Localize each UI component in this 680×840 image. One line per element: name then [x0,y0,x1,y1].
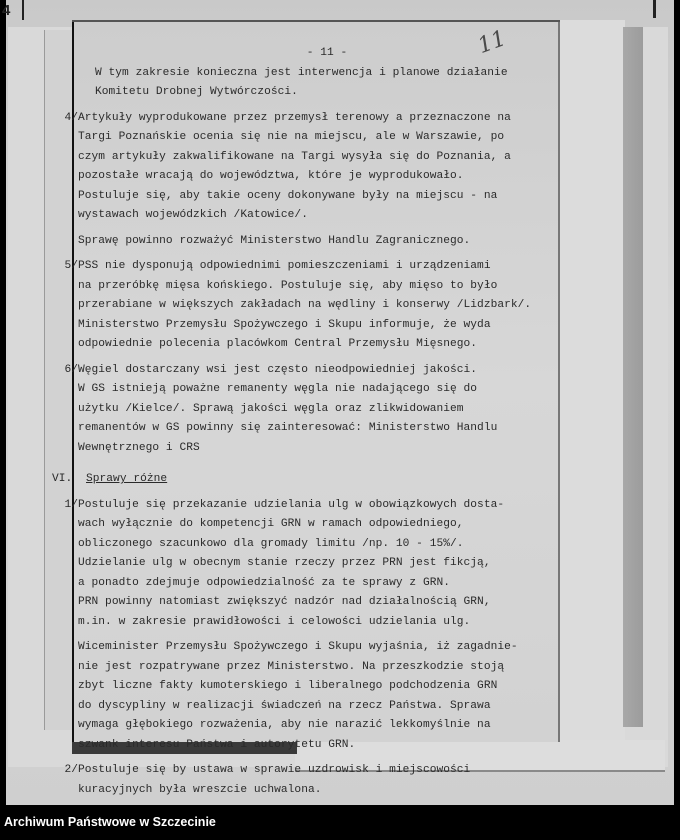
list-item-4 [64,109,542,252]
corner-tick-left [22,0,24,20]
page-header: - 11 - [306,47,348,59]
item-line: Postuluje się by ustawa w sprawie uzdrowisk i miejscowości [78,764,471,776]
item-followup-line: wymaga głębokiego rozważenia, aby nie narazić lekkomyślnie na [78,719,491,731]
section-item-1 [64,496,542,756]
section-item-2 [64,761,542,800]
item-line: czym artykuły zakwalifikowane na Targi wysyła się do Poznania, a [78,150,511,163]
item-number: 5/ [64,260,78,272]
corner-number: 4 [2,2,11,19]
item-number: 6/ [64,363,78,376]
item-followup-line: nie jest rozpatrywane przez Ministerstwo. Na przeszkodzie stoją [78,660,505,673]
item-line: pozostałe wracają do województwa, które je wyprodukowało. [78,170,464,182]
item-line: obliczonego szacunkowo dla gromady limitu /np. 10 - 15%/. [78,537,464,550]
item-followup-line: zbyt liczne fakty kumoterskiego i liberalnego podchodzenia GRN [78,680,498,692]
right-edge-shadow [623,27,643,727]
section-title: Sprawy różne [86,473,168,485]
list-item-5 [64,257,542,355]
archive-credit: Archiwum Państwowe w Szczecinie [4,815,216,829]
section-number: VI. [52,473,73,485]
item-line: PSS nie dysponują odpowiednimi pomieszczeniami i urządzeniami [78,260,491,272]
item-line: Wewnętrznego i CRS [78,441,200,454]
right-paper-strip [555,20,625,760]
item-line: Ministerstwo Przemysłu Spożywczego i Skupu informuje, że wyda [78,318,491,331]
item-line: remanentów w GS powinny się zainteresować: Ministerstwo Handlu [78,422,498,434]
item-line: PRN powinny natomiast zwiększyć nadzór nad działalnością GRN, [78,596,491,608]
item-line: na przeróbkę mięsa końskiego. Postuluje się, aby mięso to było [78,279,498,292]
item-line: m.in. w zakresie prawidłowości i celowości udzielania ulg. [78,615,471,628]
item-line: wystawach wojewódzkich /Katowice/. [78,209,308,221]
section-heading [52,470,542,490]
item-number: 1/ [64,498,78,511]
item-line: wach wyłącznie do kompetencji GRN w ramach odpowiedniego, [78,518,464,530]
item-line: Postuluje się, aby takie oceny dokonywane były na miejscu - na [78,189,498,202]
item-followup: Sprawę powinno rozważyć Ministerstwo Handlu Zagranicznego. [78,234,471,247]
item-line: użytku /Kielce/. Sprawą jakości węgla oraz zlikwidowaniem [78,402,464,415]
item-line: Targi Poznańskie ocenia się nie na miejscu, ale w Warszawie, po [78,131,505,143]
item-followup-line: do dyscypliny w realizacji świadczeń na rzecz Państwa. Sprawa [78,699,491,712]
item-line: Postuluje się przekazanie udzielania ulg w obowiązkowych dosta- [78,498,505,511]
item-line: Udzielanie ulg w obecnym stanie rzeczy przez PRN jest fikcją, [78,557,491,569]
item-line: Artykuły wyprodukowane przez przemysł terenowy a przeznaczone na [78,111,511,124]
item-line: kuracyjnych była wreszcie uchwalona. [78,783,322,796]
intro-line: Komitetu Drobnej Wytwórczości. [95,86,298,98]
intro-line: W tym zakresie konieczna jest interwencja i planowe działanie [95,66,508,79]
list-item-6 [64,361,542,459]
item-line: przerabiane w większych zakładach na wędliny i konserwy /Lidzbark/. [78,299,532,311]
item-number: 2/ [64,764,78,776]
item-followup-line: szwank interesu Państwa i autorytetu GRN. [78,738,356,751]
item-number: 4/ [64,111,78,124]
handwritten-folio-number: 11 [474,25,510,60]
document-text [52,44,542,800]
item-line: odpowiednie polecenia placówkom Central Przemysłu Mięsnego. [78,338,478,350]
item-followup-line: Wiceminister Przemysłu Spożywczego i Skupu wyjaśnia, iż zagadnie- [78,641,518,653]
item-line: W GS istnieją poważne remanenty węgla nie nadającego się do [78,383,478,395]
corner-tick-right [653,0,656,18]
item-line: a ponadto zdejmuje odpowiedzialność za te sprawy z GRN. [78,576,450,589]
item-line: Węgiel dostarczany wsi jest często nieodpowiedniej jakości. [78,363,478,376]
